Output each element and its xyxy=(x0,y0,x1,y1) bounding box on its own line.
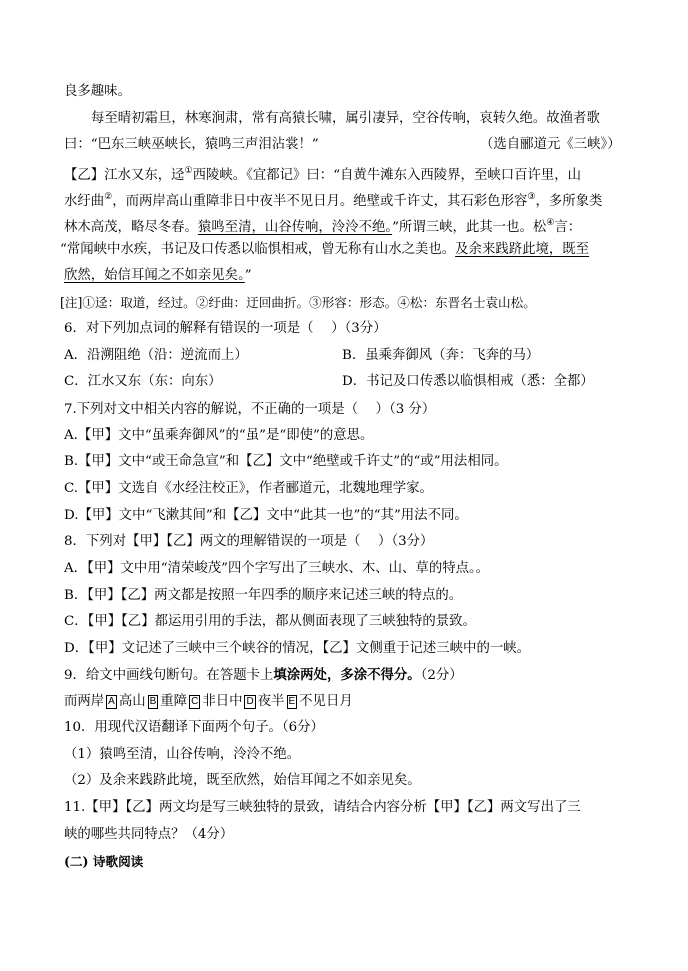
text: 良多趣味。 xyxy=(64,84,131,99)
text: C．江水又东（东：向东） xyxy=(64,374,222,389)
text-line xyxy=(64,162,581,185)
footnote-mark: ④ xyxy=(546,218,555,228)
option-6c xyxy=(64,373,222,391)
text: （1）猿鸣至清，山谷传响，泠泠不绝。 xyxy=(64,747,301,762)
break-box-a: A xyxy=(108,696,115,707)
option-6d xyxy=(342,373,594,391)
text: A．【甲】文中用“清荣峻茂”四个字写出了三峡水、木、山、草的特点。。 xyxy=(64,561,490,576)
text-line xyxy=(64,188,602,211)
option-7c xyxy=(64,480,433,498)
emphasis-text: 填涂两处，多涂不得分。 xyxy=(273,667,421,683)
text: 非日中 xyxy=(202,694,243,709)
text: （2）及余来践跻此境，既至欣然，始信耳闻之不如亲见矣。 xyxy=(64,773,421,788)
text: ” xyxy=(244,268,252,283)
q10-item-1 xyxy=(64,746,300,764)
text-line xyxy=(60,241,589,259)
text: D.【甲】文中“飞漱其间”和【乙】文中“此其一也”的“其”用法不同。 xyxy=(64,508,468,523)
text: 林木高茂，略尽冬春。 xyxy=(64,220,198,235)
text: 重障 xyxy=(160,694,188,709)
text: 夜半 xyxy=(257,694,285,709)
question-7 xyxy=(64,401,435,419)
option-6a xyxy=(64,347,248,365)
text: [注]①迳：取道，经过。②纡曲：迂回曲折。③形容：形态。④松：东晋名士袁山松。 xyxy=(60,295,536,310)
text: B．虽乘奔御风（奔：飞奔的马） xyxy=(342,348,540,363)
underlined-sentence: 猿鸣至清，山谷传响，泠泠不绝。 xyxy=(197,220,393,235)
text: 水纡曲 xyxy=(64,194,105,209)
footnote xyxy=(60,294,536,312)
q10-item-2 xyxy=(64,772,421,790)
question-6 xyxy=(64,320,387,338)
underlined-sentence: 欣然，始信耳闻之不如亲见矣。 xyxy=(64,268,245,283)
text: 高山 xyxy=(118,694,146,709)
text-line xyxy=(91,110,600,128)
sentence-break-line xyxy=(64,693,353,711)
option-7d xyxy=(64,507,468,525)
text-line xyxy=(64,136,319,154)
text: ，而两岸高山重障非日中夜半不见日月。绝壁或千许丈，其石彩色形容 xyxy=(112,194,528,209)
question-11 xyxy=(64,799,581,817)
text: A．沿溯阻绝（沿：逆流而上） xyxy=(64,348,248,363)
option-8d xyxy=(64,640,530,658)
text: 9．给文中画线句断句。在答题卡上 xyxy=(64,668,274,683)
text: 言： xyxy=(554,220,582,235)
text-line xyxy=(64,83,131,101)
text: D．书记及口传悉以临惧相戒（悉：全都） xyxy=(342,374,594,389)
text: B.【甲】文中“或王命急宣”和【乙】文中“绝壁或千许丈”的“或”用法相同。 xyxy=(64,454,508,469)
text: 而两岸 xyxy=(64,694,105,709)
text: “常闻峡中水疾，书记及口传悉以临惧相戒，曾无称有山水之美也。 xyxy=(60,242,456,257)
text: ”所谓三峡，此其一也。松 xyxy=(392,220,547,235)
text: 8．下列对【甲】【乙】两文的理解错误的一项是（ ）（3分） xyxy=(64,534,434,549)
text: 【乙】江水又东，迳 xyxy=(64,168,185,183)
break-box-e: E xyxy=(288,696,296,707)
option-7a xyxy=(64,427,373,445)
question-8 xyxy=(64,533,433,551)
question-11-cont xyxy=(64,826,233,844)
option-8b xyxy=(64,587,462,605)
option-8a xyxy=(64,560,489,578)
text: D．【甲】文记述了三峡中三个峡谷的情况，【乙】文侧重于记述三峡中的一峡。 xyxy=(64,641,531,656)
text: 10．用现代汉语翻译下面两个句子。（6分） xyxy=(64,720,324,735)
option-6b xyxy=(342,347,539,365)
text: C.【甲】文选自《水经注校正》，作者郦道元，北魏地理学家。 xyxy=(64,481,433,496)
text: 7.下列对文中相关内容的解说，不正确的一项是（ ）（3 分） xyxy=(64,402,436,417)
underlined-sentence: 及余来践跻此境，既至 xyxy=(455,242,590,257)
text: 不见日月 xyxy=(299,694,353,709)
break-box-d: D xyxy=(246,696,254,707)
text: （选自郦道元《三峡》） xyxy=(480,137,621,152)
footnote-mark: ② xyxy=(104,192,113,202)
text: B．【甲】【乙】两文都是按照一年四季的顺序来记述三峡的特点的。 xyxy=(64,588,463,603)
question-9 xyxy=(64,666,463,685)
text: C．【甲】【乙】都运用引用的手法，都从侧面表现了三峡独特的景致。 xyxy=(64,614,476,629)
text-line xyxy=(64,214,581,237)
text: 峡的哪些共同特点？（4分） xyxy=(64,827,234,842)
text: 曰：“巴东三峡巫峡长，猿鸣三声泪沾裳！” xyxy=(64,137,319,152)
text: 11.【甲】【乙】两文均是写三峡独特的景致，请结合内容分析【甲】【乙】两文写出了三 xyxy=(64,800,581,815)
break-box-c: C xyxy=(191,696,199,707)
text: 每至晴初霜旦，林寒涧肃，常有高猿长啸，属引凄异，空谷传响，哀转久绝。故渔者歌 xyxy=(91,111,600,126)
text: (二) 诗歌阅读 xyxy=(64,854,144,869)
text: ，多所象类 xyxy=(535,194,603,209)
text: （2分） xyxy=(420,668,463,683)
text: A.【甲】文中“虽乘奔御风”的“虽”是“即使”的意思。 xyxy=(64,428,374,443)
source-note xyxy=(480,136,621,154)
break-box-b: B xyxy=(149,696,157,707)
footnote-mark: ③ xyxy=(527,192,536,202)
question-10 xyxy=(64,719,324,737)
footnote-mark: ① xyxy=(184,166,193,176)
text: 6．对下列加点词的解释有错误的一项是（ ）（3分） xyxy=(64,321,387,336)
option-7b xyxy=(64,453,508,471)
section-heading xyxy=(64,853,143,871)
option-8c xyxy=(64,613,476,631)
text-line xyxy=(64,267,252,285)
text: 西陵峡。《宜都记》曰：“自黄牛滩东入西陵界，至峡口百许里，山 xyxy=(192,168,582,183)
